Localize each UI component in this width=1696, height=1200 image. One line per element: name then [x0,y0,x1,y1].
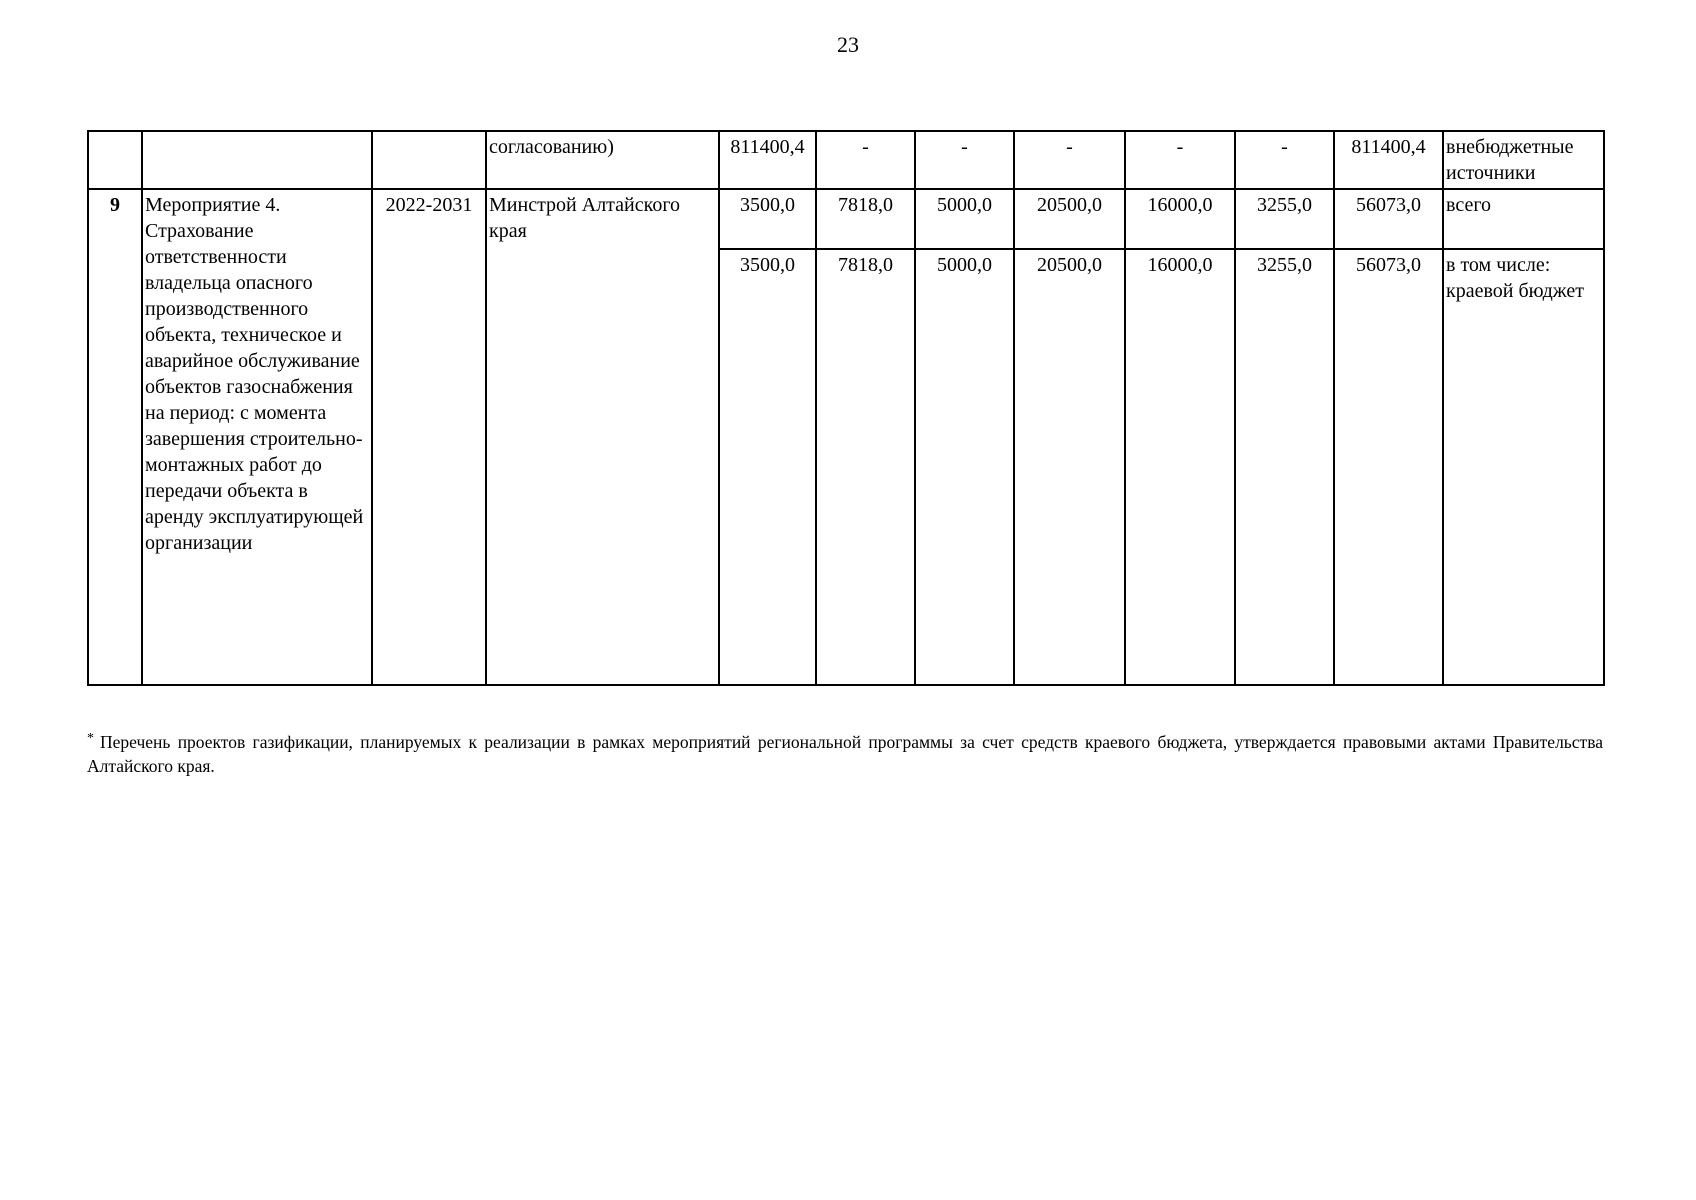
footnote-text: Перечень проектов газификации, планируемых к реализации в рамках мероприятий региональной программы за счет средств краевого бюджета, утверждается правовыми актами Правительства Алтайского края. [87,732,1603,776]
cell-source: всего [1443,189,1604,249]
table-row-continuation [88,131,1604,189]
cell-value-3: 5000,0 [915,189,1014,249]
cell-no [88,131,142,189]
cell-value-4: 20500,0 [1014,249,1125,685]
budget-table [87,130,1605,686]
cell-value-6: 3255,0 [1235,189,1334,249]
table-row-9-total [88,189,1604,249]
cell-value-2: - [816,131,915,189]
cell-no: 9 [88,189,142,685]
cell-value-5: 16000,0 [1125,189,1235,249]
cell-value-1: 811400,4 [719,131,816,189]
cell-value-4: 20500,0 [1014,189,1125,249]
cell-value-4: - [1014,131,1125,189]
footnote [87,727,1603,778]
cell-source: внебюджетные источники [1443,131,1604,189]
cell-value-2: 7818,0 [816,189,915,249]
page-number: 23 [837,32,859,57]
cell-source: в том числе: краевой бюджет [1443,249,1604,685]
cell-value-2: 7818,0 [816,249,915,685]
cell-executor: Минстрой Алтайского края [486,189,719,685]
cell-value-total: 56073,0 [1334,249,1443,685]
cell-value-3: 5000,0 [915,249,1014,685]
cell-value-1: 3500,0 [719,249,816,685]
cell-value-total: 811400,4 [1334,131,1443,189]
cell-value-6: - [1235,131,1334,189]
cell-executor: согласованию) [486,131,719,189]
cell-value-total: 56073,0 [1334,189,1443,249]
cell-value-5: - [1125,131,1235,189]
cell-name [142,131,372,189]
cell-value-5: 16000,0 [1125,249,1235,685]
cell-period: 2022-2031 [372,189,486,685]
cell-value-3: - [915,131,1014,189]
cell-period [372,131,486,189]
cell-value-6: 3255,0 [1235,249,1334,685]
cell-value-1: 3500,0 [719,189,816,249]
cell-name: Мероприятие 4. Страхование ответственности владельца опасного производственного объекта, техническое и аварийное обслуживание объектов газоснабжения на период: с момента завершения строительно-монтажных работ до передачи объекта в аренду эксплуатирующей организации [142,189,372,685]
footnote-marker: * [87,731,94,746]
